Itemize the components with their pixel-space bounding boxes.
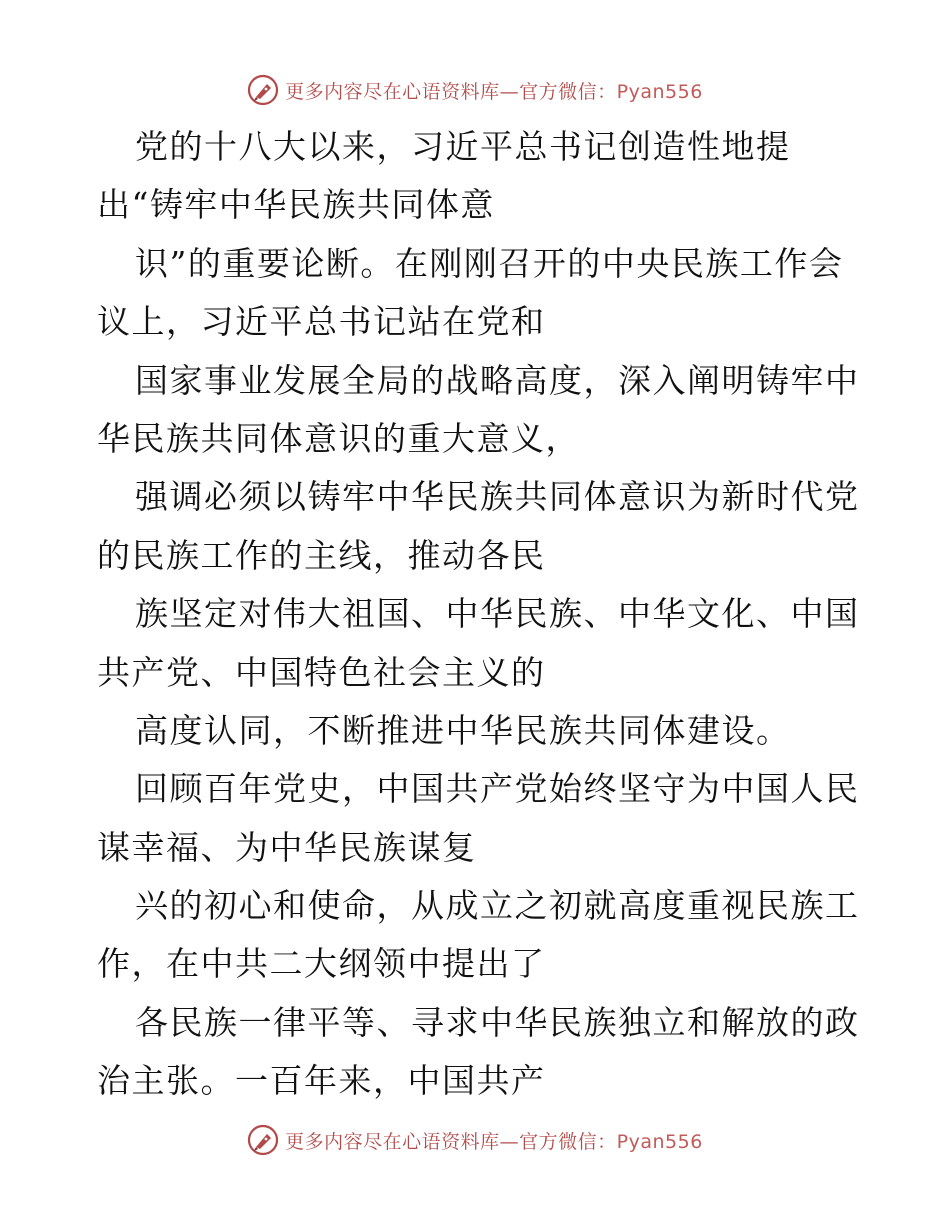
text-line: 族坚定对伟大祖国、中华民族、中华文化、中国 [135,594,860,634]
text-line: 华民族共同体意识的重大意义， [97,418,580,458]
text-line: 谋幸福、为中华民族谋复 [97,827,477,867]
text-line: 党的十八大以来，习近平总书记创造性地提 [135,127,791,166]
text-line: 识”的重要论断。在刚刚召开的中央民族工作会 [135,243,844,283]
article-body [97,118,860,1111]
watermark-text: 更多内容尽在心语资料库—官方微信：Pyan556 [285,80,703,103]
text-line: 议上，习近平总书记站在党和 [97,302,546,342]
pen-nib-logo-icon [247,1124,279,1156]
text-line: 共产党、中国特色社会主义的 [97,652,546,692]
text-line: 回顾百年党史，中国共产党始终坚守为中国人民 [135,769,860,809]
text-line: 强调必须以铸牢中华民族共同体意识为新时代党 [135,477,860,517]
watermark-text: 更多内容尽在心语资料库—官方微信：Pyan556 [285,1130,703,1153]
text-line: 各民族一律平等、寻求中华民族独立和解放的政 [135,1002,860,1042]
text-line: 兴的初心和使命，从成立之初就高度重视民族工 [135,886,860,926]
text-line: 出“铸牢中华民族共同体意 [97,185,495,225]
pen-nib-logo-icon [247,74,279,106]
wechat-id: Pyan556 [616,80,703,103]
header-watermark [0,70,950,110]
text-line: 国家事业发展全局的战略高度，深入阐明铸牢中 [135,360,860,400]
text-line: 高度认同，不断推进中华民族共同体建设。 [135,710,791,750]
wechat-id: Pyan556 [616,1130,703,1153]
text-line: 作，在中共二大纲领中提出了 [97,944,546,984]
text-line: 的民族工作的主线，推动各民 [97,535,546,575]
text-line: 治主张。一百年来，中国共产 [97,1061,546,1101]
footer-watermark [0,1120,950,1160]
